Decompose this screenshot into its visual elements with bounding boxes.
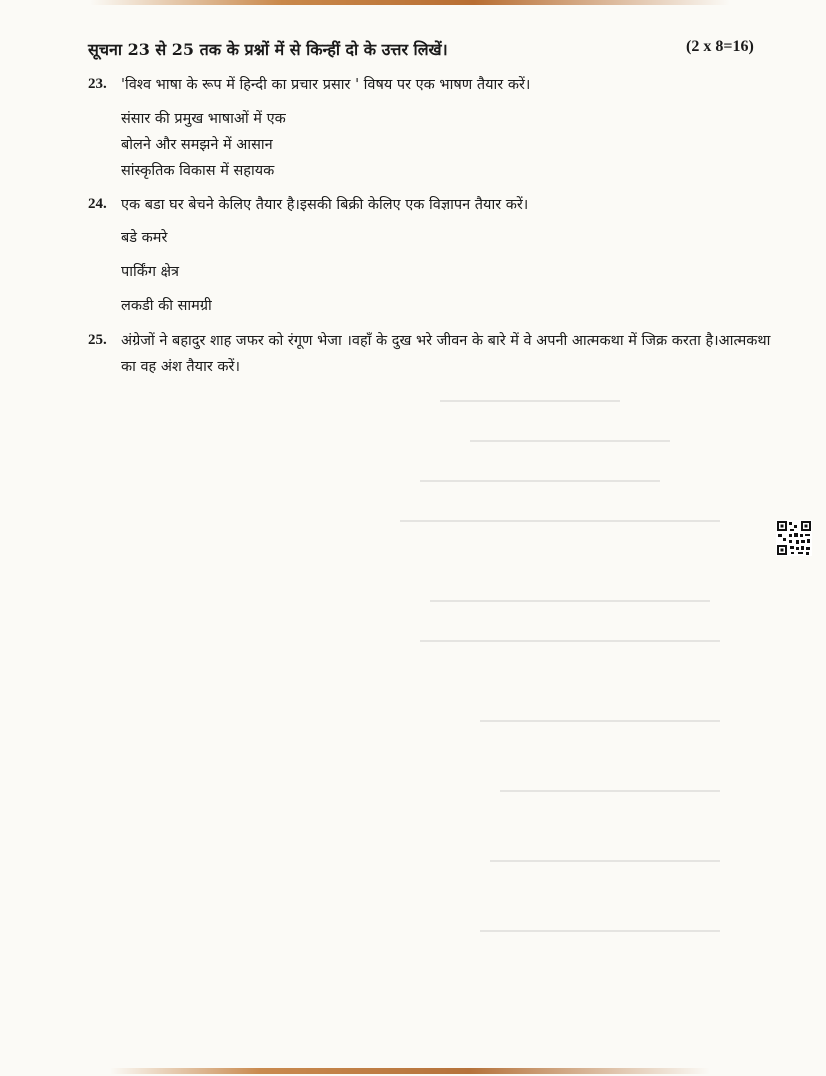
section-instruction: सूचना 23 से 25 तक के प्रश्नों में से किन्हीं दो के उत्तर लिखें। <box>88 40 448 59</box>
question-24-text: एक बडा घर बेचने केलिए तैयार है।इसकी बिक्री केलिए एक विज्ञापन तैयार करें। <box>121 197 529 213</box>
question-23-text: 'विश्व भाषा के रूप में हिन्दी का प्रचार प्रसार ' विषय पर एक भाषण तैयार करें। <box>121 77 531 93</box>
show-through-mark <box>490 860 720 862</box>
qr-code-icon <box>776 520 812 556</box>
question-24-number: 24. <box>88 196 107 212</box>
show-through-mark <box>470 440 670 442</box>
question-24-point: लकडी की सामग्री <box>121 298 212 314</box>
question-23-number: 23. <box>88 76 107 92</box>
show-through-mark <box>480 930 720 932</box>
question-24-point: पार्किंग क्षेत्र <box>121 264 180 280</box>
question-23-point: सांस्कृतिक विकास में सहायक <box>121 163 275 179</box>
question-25-text: अंग्रेजों ने बहादुर शाह जफर को रंगूण भेजा ।वहाँ के दुख भरे जीवन के बारे में वे अपनी आत्मकथा में जिक्र करता है।आत्मकथा का वह अंश तैयार करें। <box>121 333 771 375</box>
question-23-point: संसार की प्रमुख भाषाओं में एक <box>121 111 286 127</box>
question-24-point: बडे कमरे <box>121 230 168 246</box>
show-through-mark <box>430 600 710 602</box>
show-through-mark <box>420 480 660 482</box>
question-23-point: बोलने और समझने में आसान <box>121 137 273 153</box>
page-top-edge <box>90 0 730 5</box>
show-through-mark <box>440 400 620 402</box>
question-25-number: 25. <box>88 332 107 348</box>
show-through-mark <box>500 790 720 792</box>
show-through-mark <box>400 520 720 522</box>
show-through-mark <box>420 640 720 642</box>
section-marks: (2 x 8=16) <box>686 38 754 55</box>
show-through-mark <box>480 720 720 722</box>
page-bottom-edge <box>110 1068 710 1074</box>
